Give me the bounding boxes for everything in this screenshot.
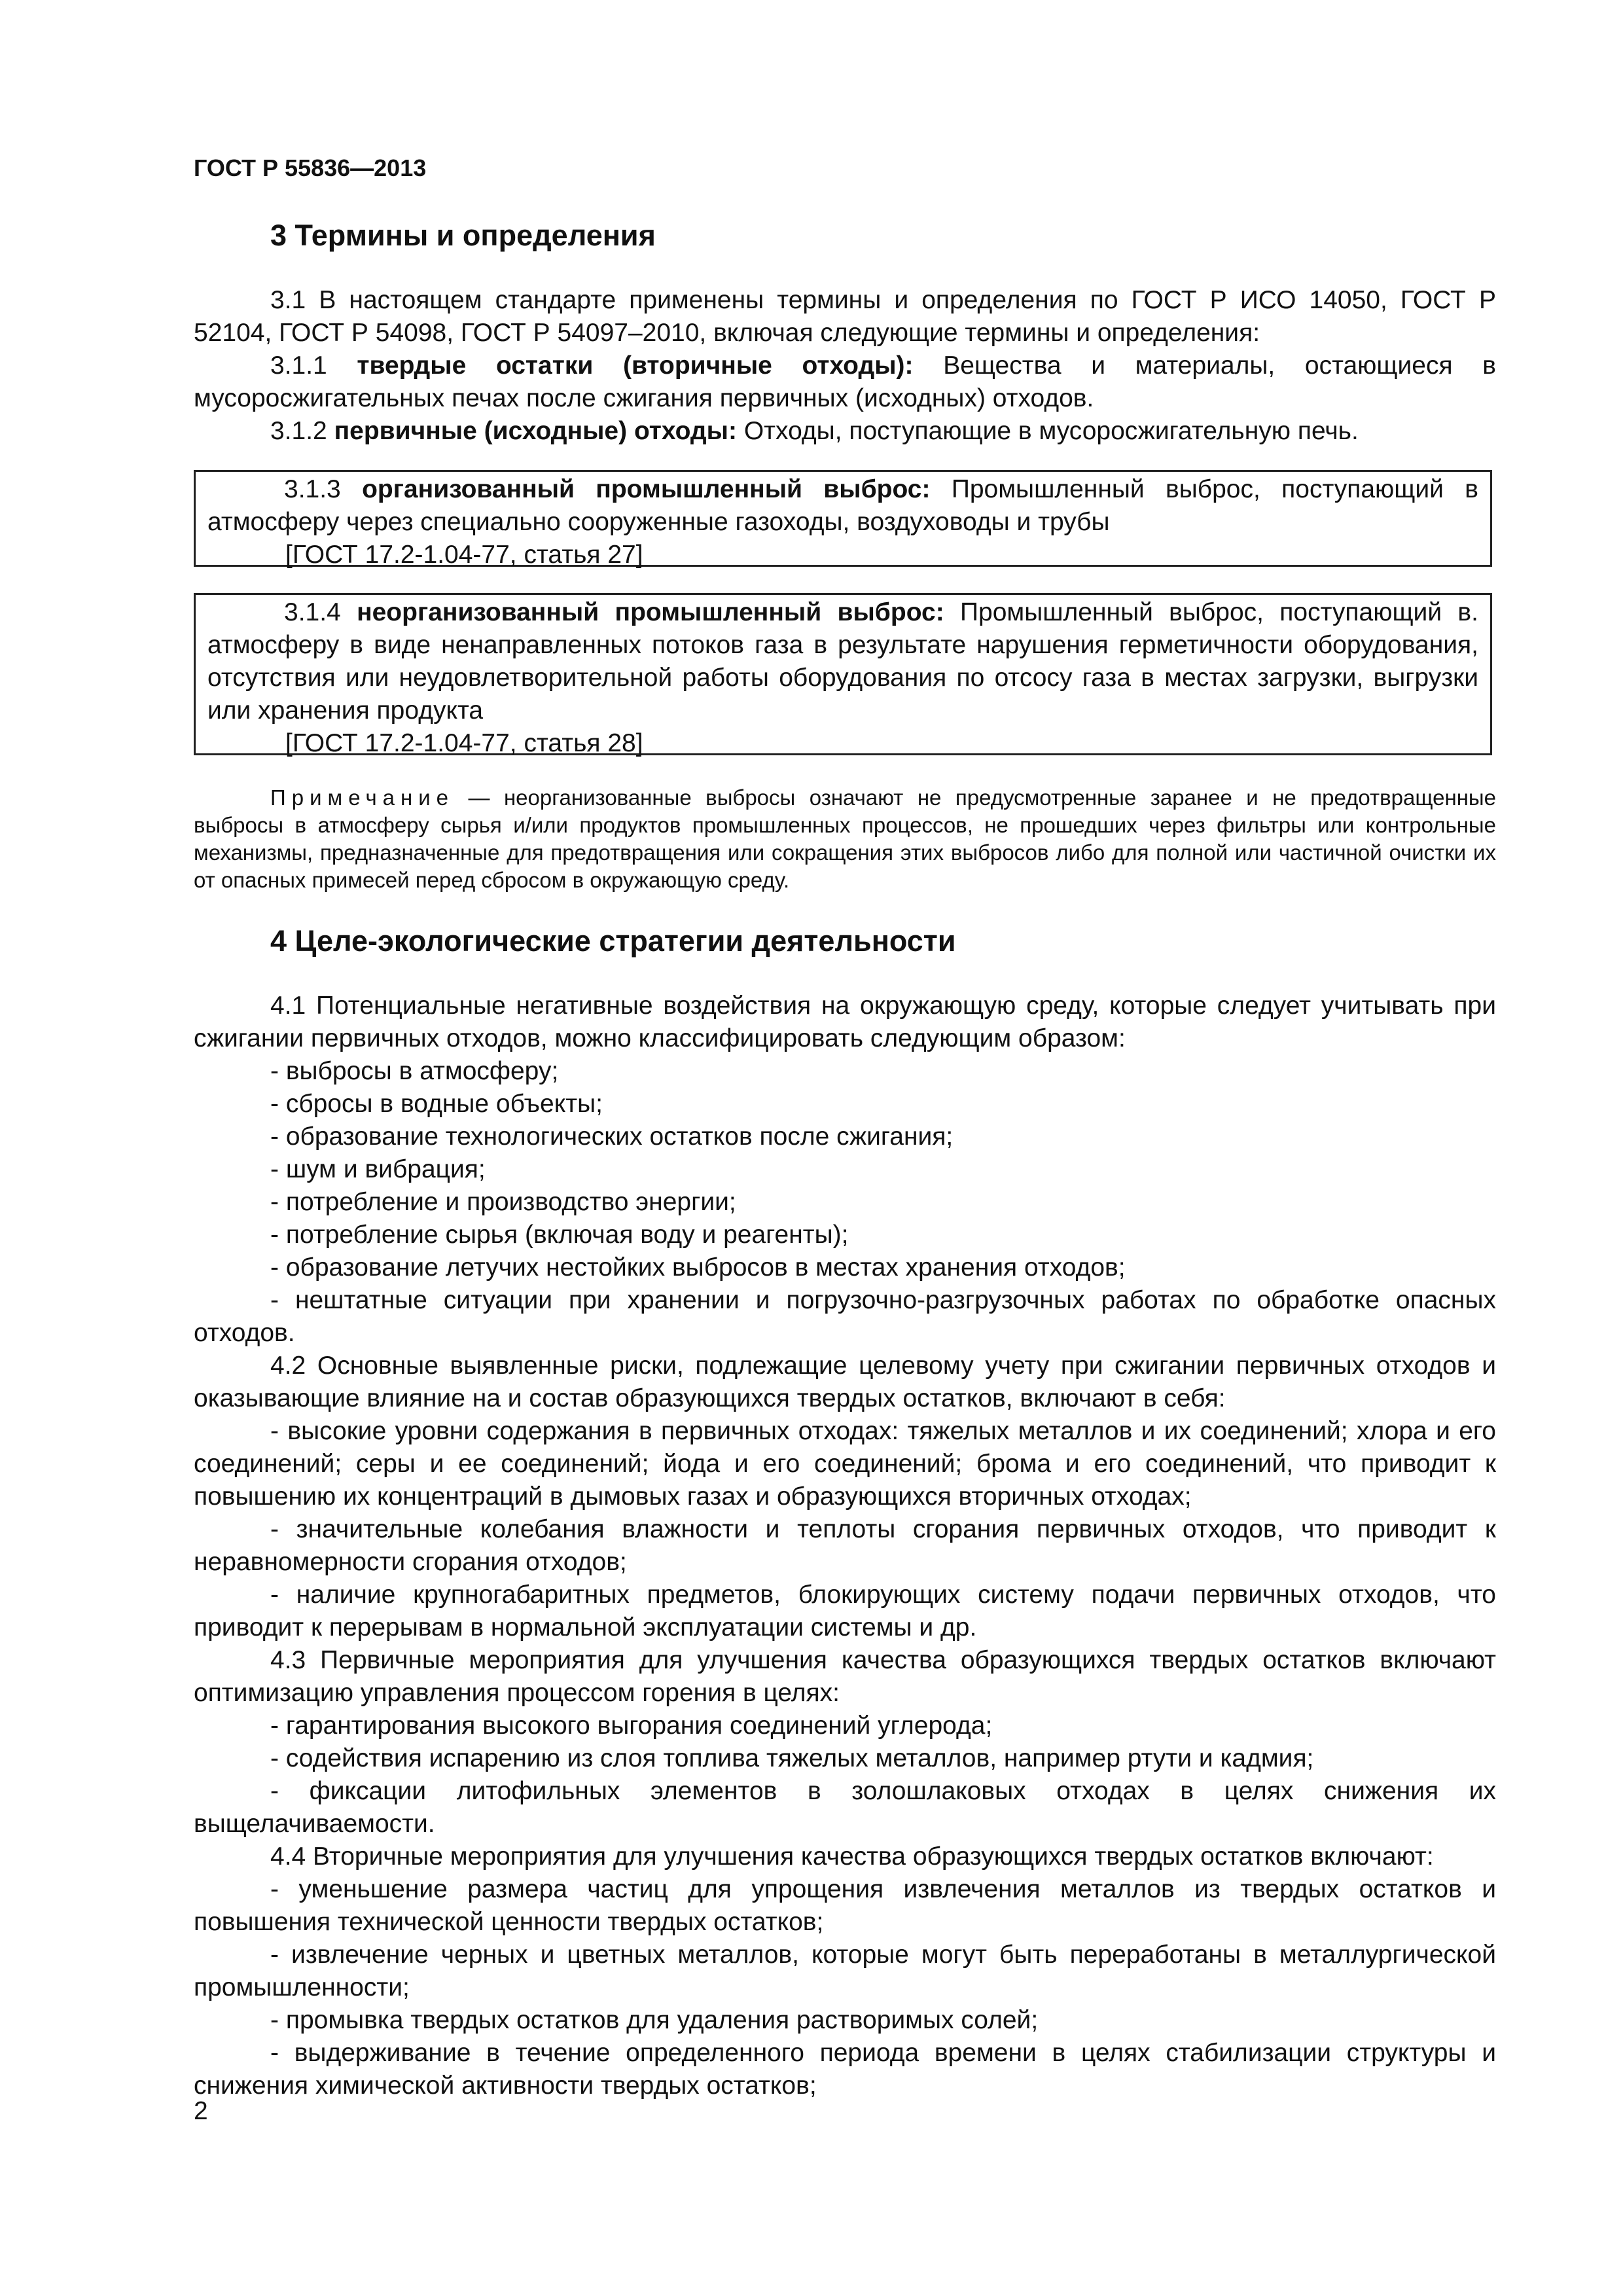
paragraph-4-3: 4.3 Первичные мероприятия для улучшения качества образующихся твердых остатков включают оптимизацию управления процессом горения в целях: — [194, 1646, 1496, 1707]
impacts-list-item: - шум и вибрация; — [270, 1155, 486, 1183]
term-3-1-4-reference: [ГОСТ 17.2-1.04-77, статья 28] — [285, 729, 643, 757]
impacts-list-item: - образование технологических остатков после сжигания; — [270, 1122, 954, 1151]
term-3-1-2: 3.1.2 первичные (исходные) отходы: Отходы, поступающие в мусоросжигательную печь. — [270, 417, 1359, 445]
risk-item-a: - высокие уровни содержания в первичных отходах: тяжелых металлов и их соединений; хлора и его соединений; серы и ее соединений; йода и его соединений; брома и его соединений, что приводит к повышению их концентраций в дымовых газах и образующихся вторичных отходах; — [194, 1417, 1496, 1511]
term-3-1-3-reference: [ГОСТ 17.2-1.04-77, статья 27] — [285, 541, 643, 569]
impacts-list-item: - выбросы в атмосферу; — [270, 1057, 559, 1085]
primary-measure-b: - содействия испарению из слоя топлива тяжелых металлов, например ртути и кадмия; — [270, 1744, 1314, 1772]
impacts-list-item: - потребление сырья (включая воду и реагенты); — [270, 1221, 849, 1249]
primary-measure-c: - фиксации литофильных элементов в золошлаковых отходах в целях снижения их выщелачиваемости. — [194, 1777, 1496, 1838]
secondary-measure-c: - промывка твердых остатков для удаления растворимых солей; — [270, 2006, 1039, 2034]
term-3-1-1: 3.1.1 твердые остатки (вторичные отходы): Вещества и материалы, остающиеся в мусоросжигательных печах после сжигания первичных (исходных) отходов. — [194, 351, 1496, 412]
section-3-title: 3 Термины и определения — [270, 219, 656, 252]
impacts-list-last-item: - нештатные ситуации при хранении и погрузочно-разгрузочных работах по обработке опасных отходов. — [194, 1286, 1496, 1347]
impacts-list-item: - потребление и производство энергии; — [270, 1188, 736, 1216]
term-3-1-4: 3.1.4 неорганизованный промышленный выброс: Промышленный выброс, поступающий в. атмосферу в виде ненаправленных потоков газа в результате нарушения герметичности оборудования, отсутствия или неудовлетворительной работы оборудования по отсосу газа в местах загрузки, выгрузки или хранения продукта — [207, 598, 1478, 725]
note — [194, 784, 1496, 894]
secondary-measure-a: - уменьшение размера частиц для упрощения извлечения металлов из твердых остатков и повышения технической ценности твердых остатков; — [194, 1875, 1496, 1936]
impacts-list-item: - сбросы в водные объекты; — [270, 1090, 603, 1118]
section-4-body — [194, 990, 1496, 2102]
definitions-intro: 3.1 В настоящем стандарте применены термины и определения по ГОСТ Р ИСО 14050, ГОСТ Р 52104, ГОСТ Р 54098, ГОСТ Р 54097–2010, включая следующие термины и определения: — [194, 286, 1496, 347]
document-header: ГОСТ Р 55836—2013 — [194, 154, 427, 181]
paragraph-4-1: 4.1 Потенциальные негативные воздействия на окружающую среду, которые следует учитывать при сжигании первичных отходов, можно классифицировать следующим образом: — [194, 992, 1496, 1052]
paragraph-4-2: 4.2 Основные выявленные риски, подлежащие целевому учету при сжигании первичных отходов и оказывающие влияние на и состав образующихся твердых остатков, включают в себя: — [194, 1352, 1496, 1412]
section-4-title: 4 Целе-экологические стратегии деятельности — [270, 924, 956, 958]
page-number: 2 — [194, 2097, 208, 2125]
term-3-1-4-box — [194, 593, 1492, 755]
note-label: Примечание — [270, 785, 455, 810]
impacts-list-item: - образование летучих нестойких выбросов в местах хранения отходов; — [270, 1253, 1126, 1282]
section-3-definitions — [194, 284, 1496, 448]
risk-item-b: - значительные колебания влажности и теплоты сгорания первичных отходов, что приводит к неравномерности сгорания отходов; — [194, 1515, 1496, 1576]
term-3-1-3: 3.1.3 организованный промышленный выброс: Промышленный выброс, поступающий в атмосферу через специально сооруженные газоходы, воздуховоды и трубы — [207, 475, 1478, 536]
primary-measure-a: - гарантирования высокого выгорания соединений углерода; — [270, 1712, 993, 1740]
term-3-1-3-box — [194, 470, 1492, 567]
secondary-measure-d: - выдерживание в течение определенного периода времени в целях стабилизации структуры и снижения химической активности твердых остатков; — [194, 2039, 1496, 2100]
impacts-list — [194, 1055, 1496, 1284]
risk-item-c: - наличие крупногабаритных предметов, блокирующих систему подачи первичных отходов, что приводит к перерывам в нормальной эксплуатации системы и др. — [194, 1581, 1496, 1641]
paragraph-4-4: 4.4 Вторичные мероприятия для улучшения качества образующихся твердых остатков включают: — [270, 1842, 1434, 1871]
secondary-measure-b: - извлечение черных и цветных металлов, которые могут быть переработаны в металлургической промышленности; — [194, 1941, 1496, 2001]
note-text: — неорганизованные выбросы означают не предусмотренные заранее и не предотвращенные выбросы в атмосферу сырья и/или продуктов промышленных процессов, не прошедших через фильтры или контрольные механизмы, предназначенные для предотвращения или сокращения этих выбросов либо для полной или частичной очистки их от опасных примесей перед сбросом в окружающую среду. — [194, 785, 1496, 892]
